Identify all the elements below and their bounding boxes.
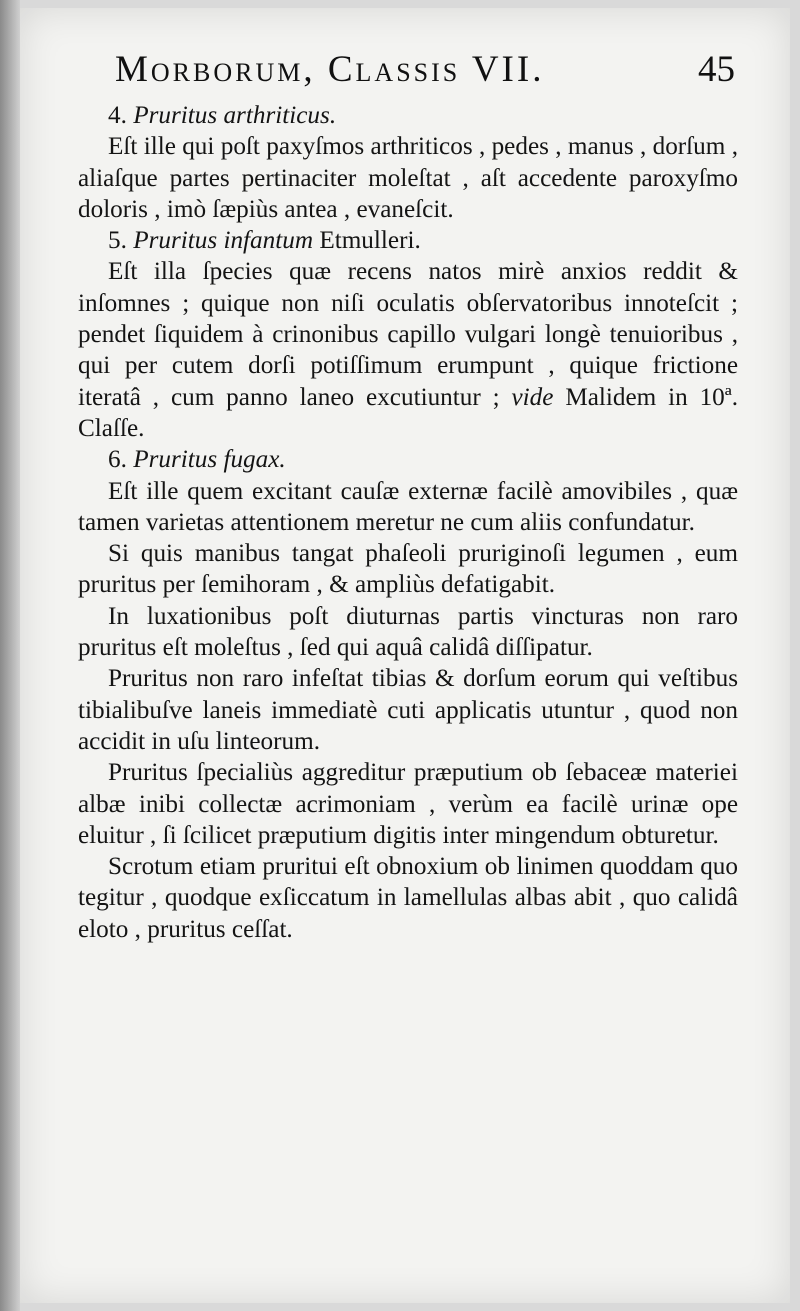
running-title: Morborum, Classis VII. (115, 49, 545, 90)
paragraph (78, 256, 738, 444)
section-number: 5. (108, 227, 127, 255)
section-heading-4 (78, 100, 738, 131)
section-heading-6 (78, 444, 738, 475)
section-title-author: Etmulleri. (319, 227, 421, 255)
section-title: Pruritus fugax. (133, 446, 286, 474)
cross-reference-target: Malidem in 10ª. Claſſe. (78, 383, 739, 442)
section-heading-5 (78, 225, 738, 256)
paragraph: In luxationibus poſt diuturnas partis vincturas non raro pruritus eſt moleſtus , ſed qui aquâ calidâ diſſipatur. (78, 602, 738, 662)
paragraph: Si quis manibus tangat phaſeoli pruriginoſi legumen , eum pruritus per ſemihoram , & ampliùs defatigabit. (78, 540, 738, 599)
paragraph: Eſt ille quem excitant cauſæ externæ facilè amovibiles , quæ tamen varietas attentionem meretur ne cum aliis confundatur. (78, 477, 738, 536)
page-header (115, 48, 735, 91)
section-number: 4. (108, 102, 127, 129)
section-number: 6. (108, 446, 127, 474)
paragraph: Pruritus ſpecialiùs aggreditur præputium ob ſebaceæ materiei albæ inibi collectæ acrimoniam , verùm ea facilè urinæ ope eluitur , ſi ſcilicet præputium digitis inter mingendum obturetur. (78, 759, 738, 849)
page-edge-shadow (0, 0, 20, 1311)
paragraph: Scrotum etiam pruritui eſt obnoxium ob linimen quoddam quo tegitur , quodque exſiccatum in lamellulas albas abit , quo calidâ eloto , pruritus ceſſat. (78, 853, 738, 943)
page-number: 45 (698, 49, 735, 90)
section-title: Pruritus infantum (133, 227, 314, 255)
book-page (20, 8, 790, 1303)
paragraph: Pruritus non raro infeſtat tibias & dorſum eorum qui veſtibus tibialibuſve laneis immediatè cuti applicatis utuntur , quod non accidit in uſu linteorum. (78, 665, 738, 755)
paragraph: Eſt ille qui poſt paxyſmos arthriticos , pedes , manus , dorſum , aliaſque partes pertinaciter moleſtat , aſt accedente paroxyſmo doloris , imò ſæpiùs antea , evaneſcit. (78, 133, 738, 223)
paragraph-text: Eſt illa ſpecies quæ recens natos mirè anxios reddit & inſomnes ; quique non niſi oculatis obſervatoribus innoteſcit ; pendet ſiquidem à crinonibus capillo vulgari longè tenuioribus , qui per cutem dorſi potiſſimum erumpunt , quique frictione iteratâ , cum panno laneo excutiuntur ; (78, 258, 738, 411)
body-text (78, 100, 738, 945)
cross-reference-vide: vide (511, 383, 554, 411)
section-title: Pruritus arthriticus. (133, 102, 337, 129)
